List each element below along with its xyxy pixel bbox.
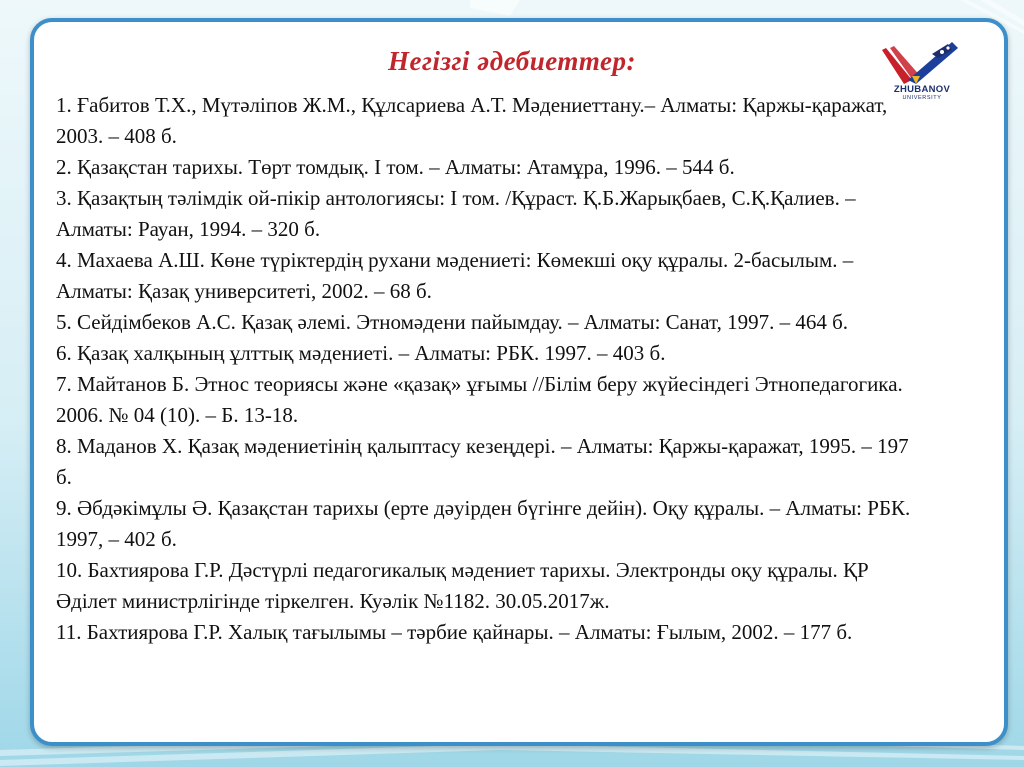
reference-list [56,90,922,648]
reference-item: 3. Қазақтың тәлімдік ой-пікір антологиясы: І том. /Құраст. Қ.Б.Жарықбаев, С.Қ.Қалиев. – Алматы: Рауан, 1994. – 320 б. [56,186,856,241]
reference-item: 5. Сейдімбеков А.С. Қазақ әлемі. Этномәдени пайымдау. – Алматы: Санат, 1997. – 464 б. [56,310,849,334]
reference-item: 10. Бахтиярова Г.Р. Дәстүрлі педагогикалық мәдениет тарихы. Электронды оқу құралы. ҚР Әділет министрлігінде тіркелген. Куәлік №1182. 30.05.2017ж. [56,558,869,613]
reference-item: 8. Маданов Х. Қазақ мәдениетінің қалыптасу кезеңдері. – Алматы: Қаржы-қаражат, 1995. – 197 б. [56,434,909,489]
reference-item: 4. Махаева А.Ш. Көне түріктердің рухани мәдениеті: Көмекші оқу құралы. 2-басылым. – Алматы: Қазақ университеті, 2002. – 68 б. [56,248,854,303]
reference-item: 11. Бахтиярова Г.Р. Халық тағылымы – тәрбие қайнары. – Алматы: Ғылым, 2002. – 177 б. [56,620,853,644]
reference-item: 2. Қазақстан тарихы. Төрт томдық. І том. – Алматы: Атамұра, 1996. – 544 б. [56,155,735,179]
logo-subtitle: UNIVERSITY [902,95,942,101]
slide-title: Негізгі әдебиеттер: [388,46,636,76]
reference-item: 7. Майтанов Б. Этнос теориясы және «қазақ» ұғымы //Білім беру жүйесіндегі Этнопедагогика. 2006. № 04 (10). – Б. 13-18. [56,372,903,427]
reference-item: 1. Ғабитов Т.Х., Мүтәліпов Ж.М., Құлсариева А.Т. Мәдениеттану.– Алматы: Қаржы-қаражат, 2003. – 408 б. [56,93,888,148]
logo-name: ZHUBANOV [893,84,951,95]
reference-item: 9. Әбдәкімұлы Ә. Қазақстан тарихы (ерте дәуірден бүгінге дейін). Оқу құралы. – Алматы: РБК. 1997, – 402 б. [56,496,911,551]
reference-item: 6. Қазақ халқының ұлттық мәдениеті. – Алматы: РБК. 1997. – 403 б. [56,341,666,365]
